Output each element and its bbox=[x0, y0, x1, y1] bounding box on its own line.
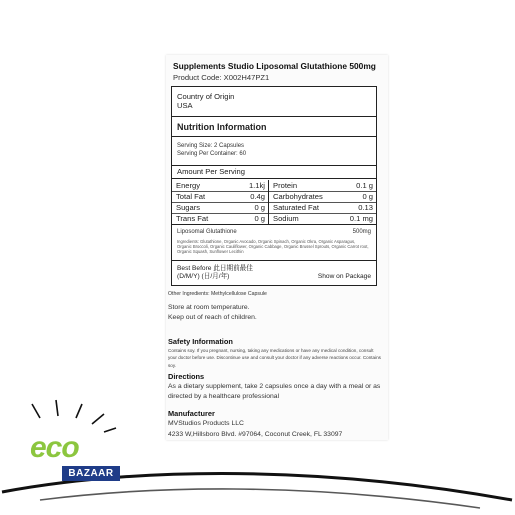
safety-text: Contains soy. If you pregnant, nursing, taking any medications or have any medical condition, consult your doctor before use. Discontinue use and consult your doctor if any adverse reactions occur. Contains soy. bbox=[168, 348, 381, 368]
active-ingredient-section bbox=[172, 224, 376, 261]
serving-size: Serving Size: 2 Capsules bbox=[177, 143, 245, 149]
storage-line-2: Keep out of reach of children. bbox=[168, 314, 257, 321]
directions-line-2: directed by a healthcare professional bbox=[168, 393, 280, 400]
other-ingredients: Other Ingredients: Methylcellulose Capsule bbox=[168, 291, 267, 297]
eco-logo-text: eco bbox=[30, 431, 79, 464]
nutrient-row: Total Fat 0.4g bbox=[172, 191, 269, 202]
product-title: Supplements Studio Liposomal Glutathione 500mg bbox=[173, 61, 376, 71]
directions-heading: Directions bbox=[168, 372, 205, 381]
date-format: (D/M/Y) (日/月/年) bbox=[177, 273, 230, 280]
nutrient-row: Energy 1.1kj bbox=[172, 180, 269, 191]
nutrition-heading: Nutrition Information bbox=[172, 117, 376, 137]
nutrient-row: Saturated Fat 0.13 bbox=[273, 203, 373, 212]
active-ingredient-amount: 500mg bbox=[352, 229, 371, 235]
origin-label: Country of Origin bbox=[177, 92, 235, 101]
sparkle-lines bbox=[32, 400, 116, 432]
product-code: Product Code: X002H47PZ1 bbox=[173, 73, 270, 82]
nutrition-panel bbox=[171, 86, 377, 286]
best-before-label: Best Before 此日期前最佳 bbox=[177, 265, 253, 272]
manufacturer-name: MVStudios Products LLC bbox=[168, 420, 244, 427]
serving-section bbox=[172, 137, 376, 166]
amount-per-serving: Amount Per Serving bbox=[172, 166, 376, 179]
nutrient-row: Sugars 0 g bbox=[172, 202, 269, 213]
safety-heading: Safety Information bbox=[168, 337, 233, 346]
nutrient-row: Trans Fat 0 g bbox=[172, 213, 269, 224]
active-ingredient-name: Liposomal Glutathione bbox=[177, 229, 237, 235]
show-on-package: Show on Package bbox=[317, 273, 371, 280]
nutrient-row: Sodium 0.1 mg bbox=[273, 214, 373, 223]
nutrient-row: Protein 0.1 g bbox=[273, 181, 373, 190]
directions-line-1: As a dietary supplement, take 2 capsules once a day with a meal or as bbox=[168, 383, 381, 390]
best-before-section bbox=[172, 261, 376, 287]
origin-value: USA bbox=[177, 101, 193, 110]
ingredients-list: Ingredients: Glutathione, Organic Avocado, Organic Spinach, Organic Okra, Organic Asparagus, Organic Broccoli, Organic Cauliflower, Organic Cabbage, Organic Brussel Sprouts, Organic Carrot root, Organic Squash, Sunflower Lecithin bbox=[177, 239, 369, 255]
manufacturer-address: 4233 W,Hillsboro Blvd. #97064, Coconut Creek, FL 33097 bbox=[168, 431, 343, 438]
origin-section bbox=[172, 87, 376, 117]
storage-line-1: Store at room temperature. bbox=[168, 304, 250, 311]
bazaar-logo-badge: BAZAAR bbox=[62, 466, 120, 481]
nutrient-row: Carbohydrates 0 g bbox=[273, 192, 373, 201]
active-ingredient-row bbox=[177, 228, 371, 237]
manufacturer-heading: Manufacturer bbox=[168, 409, 215, 418]
nutrient-grid bbox=[172, 179, 376, 225]
servings-per-container: Serving Per Container: 60 bbox=[177, 151, 247, 157]
